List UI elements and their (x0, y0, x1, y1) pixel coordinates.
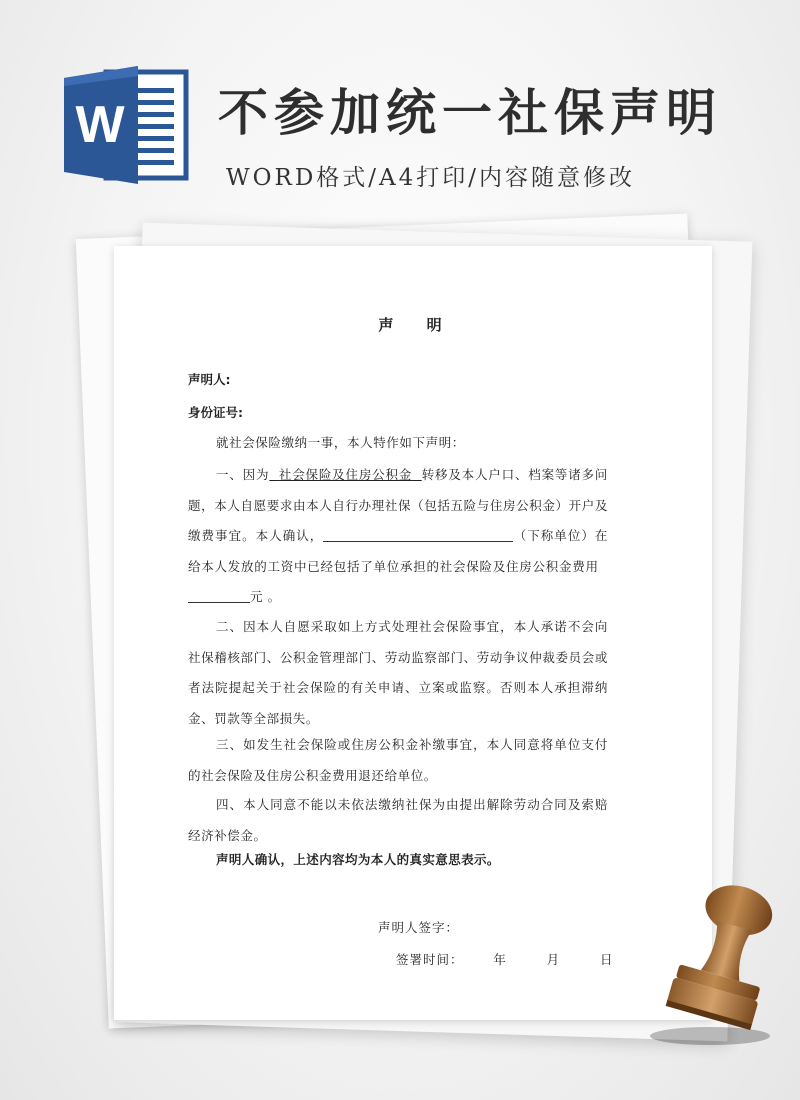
intro-paragraph: 就社会保险缴纳一事，本人特作如下声明： (216, 435, 465, 450)
wooden-stamp-icon (640, 878, 790, 1048)
declarant-label: 声明人: (188, 372, 231, 387)
day-label: 日 (599, 952, 614, 967)
year-label: 年 (493, 952, 507, 967)
item-3-paragraph: 三、如发生社会保险或住房公积金补缴事宜，本人同意将单位支付的社会保险及住房公积金费用退还给单位。 (188, 737, 608, 783)
date-label: 签署时间： (396, 952, 464, 967)
item-1-prefix: 一、因为 (216, 467, 270, 482)
item-2-paragraph: 二、因本人自愿采取如上方式处理社会保险事宜，本人承诺不会向社保稽核部门、公积金管理部门、劳动监察部门、劳动争议仲裁委员会或者法院提起关于社会保险的有关申请、立案或监察。否则本人承担滞纳金、罚款等全部损失。 (188, 619, 608, 726)
item-1-text-b: （下称单位）在给本人发放的工资中已经包括了单位承担的社会保险及住房公积金费用 (188, 528, 608, 574)
confirmation-statement: 声明人确认，上述内容均为本人的真实意思表示。 (216, 852, 500, 867)
signature-label: 声明人签字： (378, 920, 460, 935)
id-number-label: 身份证号: (188, 405, 243, 420)
document-sheet (114, 246, 712, 1020)
document-title: 声 明 (378, 316, 456, 334)
page-title: 不参加统一社保声明 (218, 84, 722, 142)
item-1-text-c: 元 。 (250, 589, 281, 604)
page-subtitle: WORD格式/A4打印/内容随意修改 (226, 165, 635, 191)
item-1-text-a: 转移及本人户口、档案等诸多问题，本人自愿要求由本人自行办理社保（包括五险与住房公积金）开户及缴费事宜。本人确认， (188, 467, 608, 543)
item-1-underlined: 社会保险及住房公积金 (278, 467, 413, 482)
word-document-icon (64, 66, 190, 184)
word-icon-letter: W (75, 96, 125, 154)
signing-date-line (396, 950, 614, 968)
amount-blank (188, 588, 250, 603)
month-label: 月 (546, 952, 561, 967)
employer-name-blank (323, 527, 513, 542)
item-4-paragraph: 四、本人同意不能以未依法缴纳社保为由提出解除劳动合同及索赔经济补偿金。 (188, 797, 608, 843)
item-1-paragraph (188, 460, 608, 613)
